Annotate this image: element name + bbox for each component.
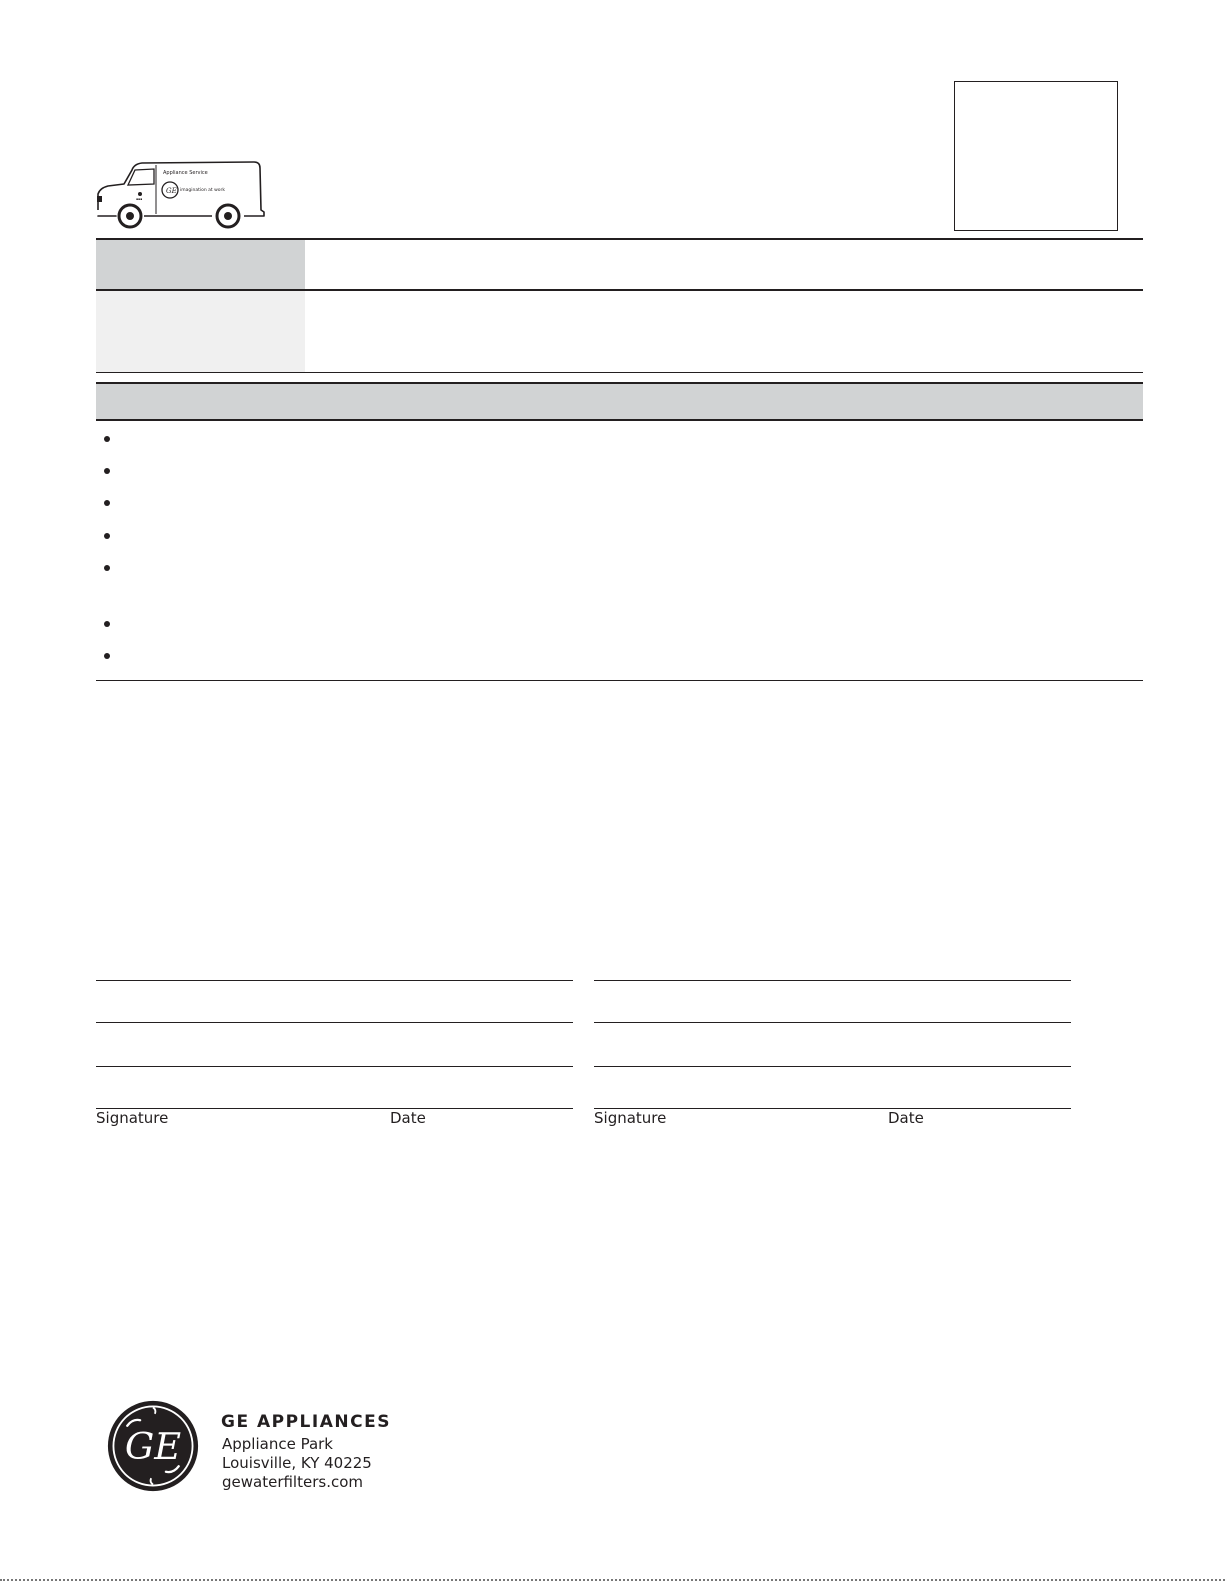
list-bullet: [104, 653, 110, 659]
left-field-line-2: [96, 1022, 573, 1023]
list-bullet: [104, 468, 110, 474]
list-bullet: [104, 565, 110, 571]
left-signature-label: Signature: [96, 1109, 169, 1127]
ge-monogram-logo: [107, 1400, 199, 1492]
rule-list-bottom: [96, 680, 1143, 681]
svg-text:▪▪▪: ▪▪▪: [136, 197, 143, 201]
footer-dotted-rule: [0, 1579, 1225, 1581]
svg-text:GE: GE: [166, 187, 177, 195]
van-slogan: imagination at work: [180, 188, 225, 193]
right-date-label: Date: [888, 1109, 924, 1127]
list-bullet: [104, 500, 110, 506]
list-bullet: [104, 533, 110, 539]
rule-section-bottom: [96, 419, 1143, 421]
left-date-label: Date: [390, 1109, 426, 1127]
right-field-line-2: [594, 1022, 1071, 1023]
rule-row2: [96, 372, 1143, 373]
section-header-bar: [96, 384, 1143, 419]
photo-box: [954, 81, 1118, 231]
right-field-line-1: [594, 980, 1071, 981]
address-line-1: Appliance Park: [222, 1435, 333, 1453]
list-bullet: [104, 621, 110, 627]
right-field-line-3: [594, 1066, 1071, 1067]
svg-text:GE: GE: [124, 1424, 182, 1468]
brand-name: GE APPLIANCES: [221, 1412, 391, 1432]
left-field-line-1: [96, 980, 573, 981]
row2-label-cell: [96, 291, 305, 372]
right-signature-label: Signature: [594, 1109, 667, 1127]
address-line-2: Louisville, KY 40225: [222, 1454, 372, 1472]
website-link[interactable]: gewaterfilters.com: [222, 1473, 363, 1491]
service-van-icon: [94, 160, 266, 230]
van-side-text: Appliance Service: [163, 170, 208, 176]
list-bullet: [104, 436, 110, 442]
row1-label-cell: [96, 240, 305, 289]
left-field-line-3: [96, 1066, 573, 1067]
